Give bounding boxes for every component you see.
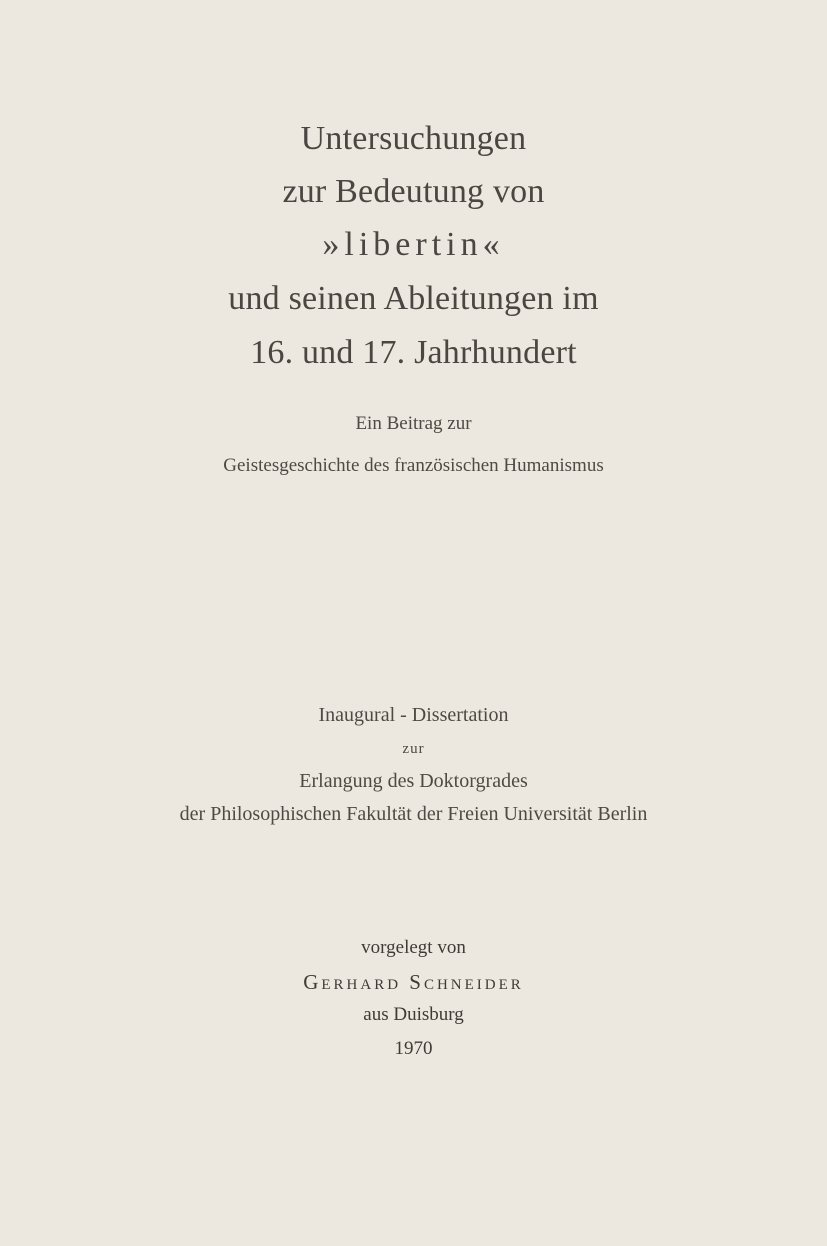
title-line-3: »libertin«	[322, 226, 505, 263]
title-line-2: zur Bedeutung von	[282, 173, 545, 210]
subtitle-line-2: Geistesgeschichte des französischen Humanismus	[223, 455, 604, 476]
dissertation-line-3: Erlangung des Doktorgrades	[299, 770, 528, 792]
author-name: Gerhard Schneider	[303, 970, 524, 994]
title-line-4: und seinen Ableitungen im	[228, 280, 599, 317]
publication-year: 1970	[394, 1038, 433, 1059]
dissertation-line-2: zur	[402, 741, 425, 757]
title-line-5: 16. und 17. Jahrhundert	[250, 334, 577, 371]
presented-by: vorgelegt von	[361, 937, 466, 958]
title-line-1: Untersuchungen	[300, 120, 527, 157]
author-origin: aus Duisburg	[363, 1004, 464, 1025]
dissertation-line-1: Inaugural - Dissertation	[318, 704, 509, 726]
dissertation-line-4: der Philosophischen Fakultät der Freien Universität Berlin	[179, 803, 648, 825]
subtitle-line-1: Ein Beitrag zur	[355, 413, 472, 434]
